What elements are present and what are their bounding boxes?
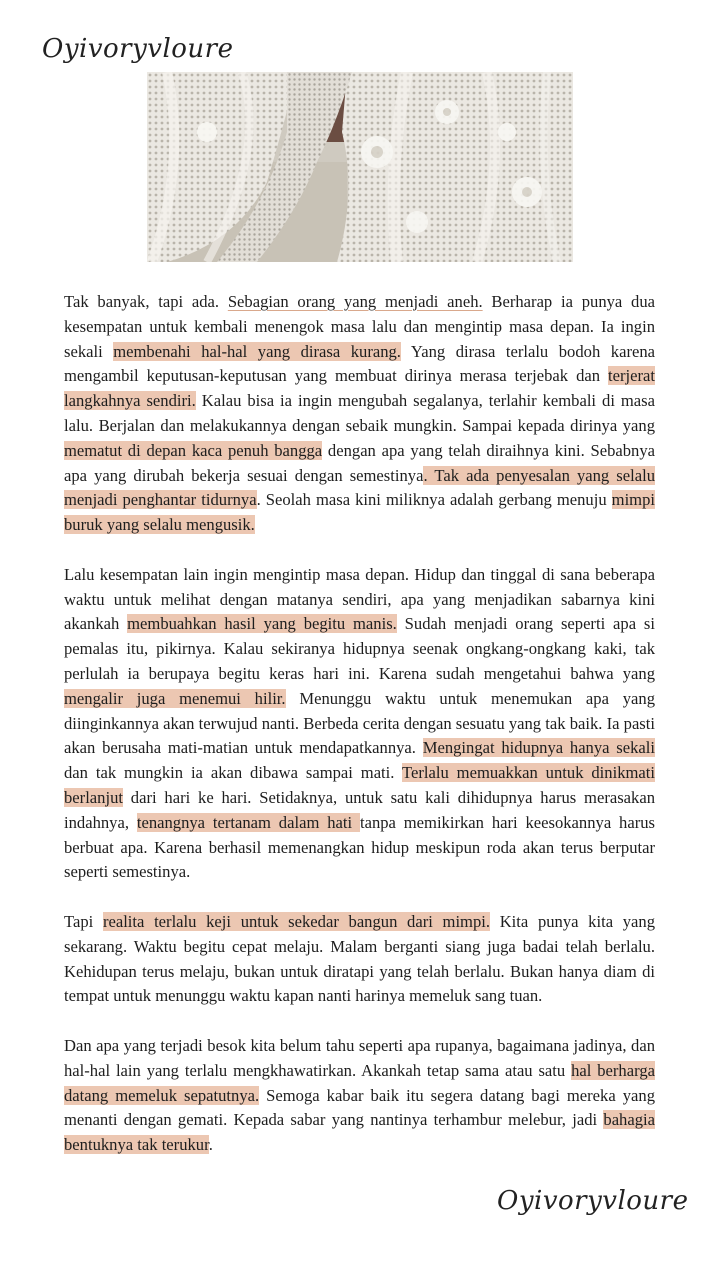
highlighted-phrase: hal berharga datang memeluk sepatutnya. (64, 1060, 655, 1105)
essay-body (64, 290, 655, 1183)
highlighted-phrase: realita terlalu keji untuk sekedar bangun dari mimpi. (102, 911, 491, 931)
signature-bottom: Oyivoryvloure (497, 1186, 689, 1216)
lace-curtain-photo (147, 72, 573, 262)
text-segment: . Seolah masa kini miliknya adalah gerbang menuju (256, 490, 612, 510)
text-segment: tanpa memikirkan hari keesokannya harus berbuat apa. Karena berhasil memenangkan hidup meskipun roda akan terus berputar seperti semestinya. (64, 812, 655, 882)
highlighted-phrase: mimpi buruk yang selalu mengusik. (64, 490, 655, 535)
text-segment: Tak banyak, tapi ada. (64, 292, 228, 311)
text-segment: Semoga kabar baik itu segera datang bagi mereka yang menanti dengan gemati. Kepada sabar yang nantinya terhambur melebur, jadi (64, 1085, 655, 1130)
text-segment: Kita punya kita yang sekarang. Waktu begitu cepat melaju. Malam berganti siang juga badai telah berlalu. Kehidupan terus melaju, bukan untuk diratapi yang telah berlalu. Bukan hanya diam di tempat untuk menunggu waktu kapan nanti harinya memeluk sang tuan. (64, 911, 655, 1006)
text-segment: Berharap ia punya dua kesempatan untuk kembali menengok masa lalu dan mengintip masa depan. Ia ingin sekali (64, 292, 655, 361)
text-segment: dengan apa yang telah diraihnya kini. Sebabnya apa yang dirubah bekerja sesuai dengan semestinya (64, 440, 655, 485)
highlighted-phrase: . Tak ada penyesalan yang selalu menjadi penghantar tidurnya (64, 465, 656, 510)
text-segment: dari hari ke hari. Setidaknya, untuk satu kali dihidupnya harus merasakan indahnya, (64, 787, 655, 832)
highlighted-phrase: bahagia bentuknya tak terukur (64, 1110, 655, 1155)
highlighted-phrase: Terlalu memuakkan untuk dinikmati berlanjut (64, 763, 655, 807)
text-segment: Dan apa yang terjadi besok kita belum tahu seperti apa rupanya, bagaimana jadinya, dan hal-hal lain yang terlalu mengkhawatirkan. Akankah tetap sama atau satu (64, 1035, 655, 1080)
highlighted-phrase: Mengingat hidupnya hanya sekali (422, 738, 655, 758)
paragraph-1 (64, 290, 655, 538)
highlighted-phrase: membenahi hal-hal yang dirasa kurang. (113, 341, 401, 361)
highlighted-phrase: terjerat langkahnya sendiri. (64, 366, 655, 411)
text-segment: . (208, 1135, 213, 1155)
paragraph-2 (64, 563, 655, 885)
text-segment: Yang dirasa terlalu bodoh karena mengambil keputusan-keputusan yang membuat dirinya merasa terjebak dan (64, 341, 655, 386)
text-segment: Sudah menjadi orang seperti apa si pemalas itu, pikirnya. Kalau sekiranya hidupnya seenak ongkang-ongkang kaki, tak perlulah ia berupaya begitu keras hari ini. Karena sudah mengetahui bahwa yang (64, 614, 655, 683)
text-segment: Kalau bisa ia ingin mengubah segalanya, terlahir kembali di masa lalu. Berjalan dan melakukannya dengan sebaik mungkin. Sampai kepada dirinya yang (64, 391, 655, 435)
text-segment: Menunggu waktu untuk menemukan apa yang diinginkannya akan terwujud nanti. Berbeda cerita dengan sesuatu yang tak baik. Ia pasti akan berusaha mati-matian untuk mendapatkannya. (64, 688, 655, 758)
paragraph-3 (64, 910, 655, 1009)
underlined-phrase: Sebagian orang yang menjadi aneh. (227, 292, 483, 311)
text-segment: Lalu kesempatan lain ingin mengintip masa depan. Hidup dan tinggal di sana beberapa waktu untuk melihat dengan matanya sendiri, apa yang menjadikan sabarnya kini akankah (64, 564, 655, 634)
highlighted-phrase: mengalir juga menemui hilir. (64, 688, 286, 708)
text-segment: Tapi (64, 911, 103, 931)
signature-top: Oyivoryvloure (42, 34, 234, 64)
highlighted-phrase: membuahkan hasil yang begitu manis. (127, 614, 397, 634)
text-segment: dan tak mungkin ia akan dibawa sampai mati. (64, 763, 403, 783)
highlighted-phrase: mematut di depan kaca penuh bangga (64, 440, 323, 460)
highlighted-phrase: tenangnya tertanam dalam hati (136, 812, 360, 832)
paragraph-4 (64, 1034, 655, 1158)
